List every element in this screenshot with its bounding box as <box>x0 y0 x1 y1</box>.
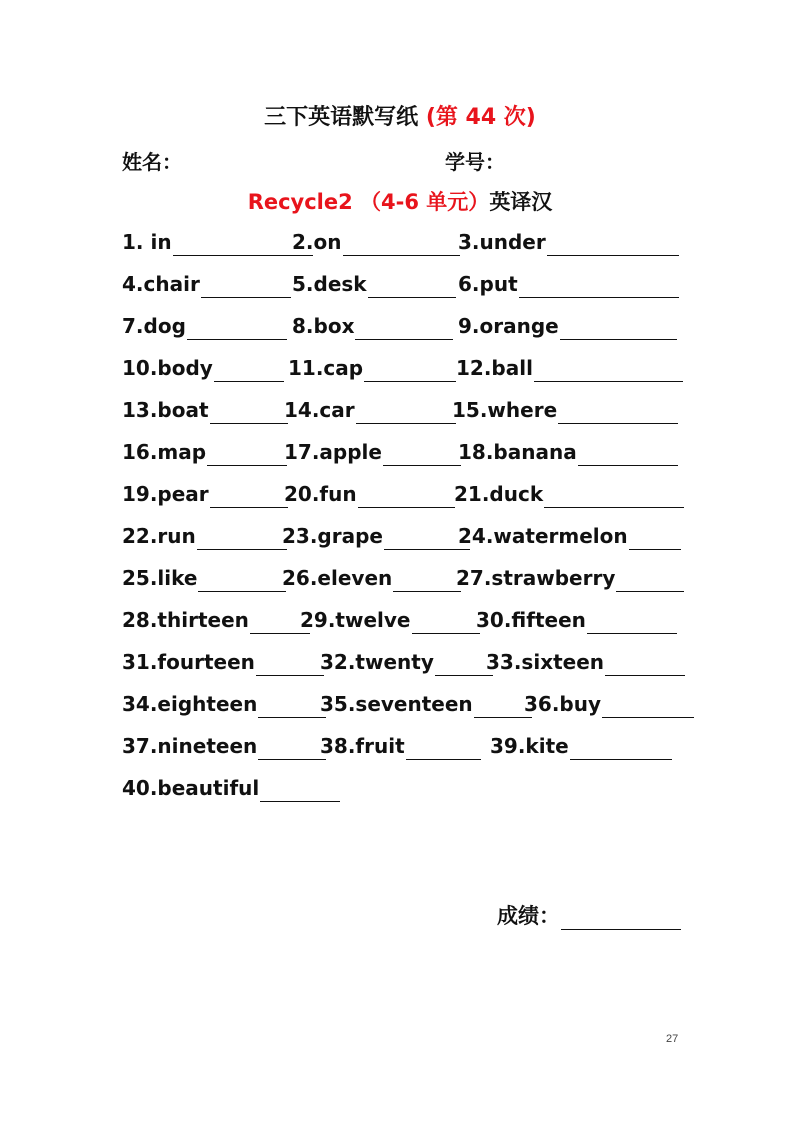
word-item <box>122 648 324 676</box>
word-text: 30.fifteen <box>476 608 586 632</box>
answer-blank[interactable] <box>393 569 461 592</box>
answer-blank[interactable] <box>260 779 340 802</box>
word-text: 39.kite <box>490 734 569 758</box>
word-text: 1. in <box>122 230 172 254</box>
word-text: 34.eighteen <box>122 692 258 716</box>
score-field <box>497 900 681 930</box>
word-item <box>458 522 681 550</box>
subtitle-unit: Recycle2 （4-6 单元） <box>247 190 490 214</box>
answer-blank[interactable] <box>256 653 324 676</box>
answer-blank[interactable] <box>435 653 493 676</box>
worksheet-subtitle <box>0 186 800 216</box>
word-item <box>320 732 481 760</box>
word-list <box>122 228 692 816</box>
word-item <box>122 396 288 424</box>
answer-blank[interactable] <box>558 401 678 424</box>
word-text: 27.strawberry <box>456 566 616 590</box>
score-blank[interactable] <box>561 905 681 930</box>
word-text: 6.put <box>458 272 518 296</box>
word-text: 11.cap <box>288 356 364 380</box>
word-row <box>122 606 692 648</box>
word-item <box>122 312 287 340</box>
word-item <box>122 228 313 256</box>
answer-blank[interactable] <box>214 359 284 382</box>
word-text: 16.map <box>122 440 207 464</box>
answer-blank[interactable] <box>258 695 326 718</box>
answer-blank[interactable] <box>197 527 287 550</box>
word-item <box>122 564 286 592</box>
word-item <box>122 732 326 760</box>
answer-blank[interactable] <box>602 695 694 718</box>
word-item <box>288 354 456 382</box>
word-text: 7.dog <box>122 314 186 338</box>
answer-blank[interactable] <box>356 401 456 424</box>
answer-blank[interactable] <box>187 317 287 340</box>
word-row <box>122 270 692 312</box>
word-text: 15.where <box>452 398 558 422</box>
word-item <box>486 648 685 676</box>
word-item <box>122 438 287 466</box>
word-text: 3.under <box>458 230 546 254</box>
word-row <box>122 774 692 816</box>
word-text: 36.buy <box>524 692 602 716</box>
word-item <box>458 312 677 340</box>
worksheet-title <box>0 100 800 131</box>
answer-blank[interactable] <box>412 611 480 634</box>
word-text: 24.watermelon <box>458 524 628 548</box>
word-text: 25.like <box>122 566 198 590</box>
word-text: 17.apple <box>284 440 382 464</box>
answer-blank[interactable] <box>570 737 672 760</box>
word-item <box>458 270 679 298</box>
word-item <box>292 228 460 256</box>
answer-blank[interactable] <box>605 653 685 676</box>
answer-blank[interactable] <box>406 737 481 760</box>
answer-blank[interactable] <box>355 317 453 340</box>
word-text: 12.ball <box>456 356 533 380</box>
answer-blank[interactable] <box>358 485 455 508</box>
word-row <box>122 648 692 690</box>
answer-blank[interactable] <box>519 275 679 298</box>
word-row <box>122 396 692 438</box>
word-item <box>476 606 677 634</box>
score-label: 成绩： <box>497 904 560 928</box>
word-item <box>292 270 456 298</box>
word-item <box>452 396 678 424</box>
word-text: 19.pear <box>122 482 209 506</box>
answer-blank[interactable] <box>560 317 677 340</box>
word-item <box>524 690 694 718</box>
title-main: 三下英语默写纸 <box>264 105 419 130</box>
word-item <box>122 270 291 298</box>
answer-blank[interactable] <box>474 695 532 718</box>
word-item <box>284 396 456 424</box>
answer-blank[interactable] <box>201 275 291 298</box>
word-row <box>122 312 692 354</box>
word-text: 23.grape <box>282 524 383 548</box>
word-text: 29.twelve <box>300 608 411 632</box>
word-item <box>300 606 480 634</box>
answer-blank[interactable] <box>544 485 684 508</box>
page-number: 27 <box>666 1033 679 1045</box>
word-text: 5.desk <box>292 272 367 296</box>
word-item <box>458 228 679 256</box>
answer-blank[interactable] <box>578 443 678 466</box>
answer-blank[interactable] <box>343 233 460 256</box>
answer-blank[interactable] <box>629 527 681 550</box>
word-text: 37.nineteen <box>122 734 258 758</box>
answer-blank[interactable] <box>210 401 288 424</box>
word-item <box>320 690 532 718</box>
word-item <box>320 648 493 676</box>
word-text: 28.thirteen <box>122 608 249 632</box>
title-session-number: (第 44 次) <box>425 105 536 130</box>
answer-blank[interactable] <box>364 359 456 382</box>
word-item <box>490 732 672 760</box>
word-text: 26.eleven <box>282 566 393 590</box>
answer-blank[interactable] <box>383 443 461 466</box>
word-row <box>122 732 692 774</box>
word-item <box>456 564 684 592</box>
word-text: 38.fruit <box>320 734 405 758</box>
answer-blank[interactable] <box>547 233 679 256</box>
word-row <box>122 522 692 564</box>
word-text: 40.beautiful <box>122 776 260 800</box>
word-item <box>122 606 310 634</box>
word-text: 20.fun <box>284 482 357 506</box>
word-row <box>122 438 692 480</box>
word-text: 10.body <box>122 356 213 380</box>
word-text: 32.twenty <box>320 650 434 674</box>
word-text: 4.chair <box>122 272 200 296</box>
word-item <box>456 354 683 382</box>
word-item <box>122 354 284 382</box>
word-text: 13.boat <box>122 398 209 422</box>
word-text: 35.seventeen <box>320 692 473 716</box>
answer-blank[interactable] <box>534 359 683 382</box>
word-item <box>122 774 340 802</box>
answer-blank[interactable] <box>368 275 456 298</box>
word-item <box>284 438 461 466</box>
name-label: 姓名： <box>122 150 182 174</box>
student-number-label: 学号： <box>445 150 505 174</box>
word-item <box>122 522 287 550</box>
answer-blank[interactable] <box>210 485 288 508</box>
answer-blank[interactable] <box>587 611 677 634</box>
word-item <box>122 690 326 718</box>
word-text: 22.run <box>122 524 196 548</box>
word-item <box>284 480 455 508</box>
word-item <box>282 522 470 550</box>
subtitle-task: 英译汉 <box>489 190 553 214</box>
word-row <box>122 690 692 732</box>
word-text: 31.fourteen <box>122 650 255 674</box>
word-row <box>122 354 692 396</box>
word-item <box>458 438 678 466</box>
word-text: 33.sixteen <box>486 650 605 674</box>
word-text: 14.car <box>284 398 355 422</box>
word-item <box>282 564 461 592</box>
answer-blank[interactable] <box>207 443 287 466</box>
word-text: 18.banana <box>458 440 577 464</box>
answer-blank[interactable] <box>258 737 326 760</box>
word-text: 21.duck <box>454 482 544 506</box>
word-row <box>122 564 692 606</box>
word-item <box>454 480 684 508</box>
word-text: 9.orange <box>458 314 559 338</box>
word-text: 8.box <box>292 314 355 338</box>
word-row <box>122 228 692 270</box>
word-row <box>122 480 692 522</box>
answer-blank[interactable] <box>616 569 684 592</box>
answer-blank[interactable] <box>198 569 286 592</box>
word-text: 2.on <box>292 230 342 254</box>
word-item <box>122 480 288 508</box>
word-item <box>292 312 453 340</box>
